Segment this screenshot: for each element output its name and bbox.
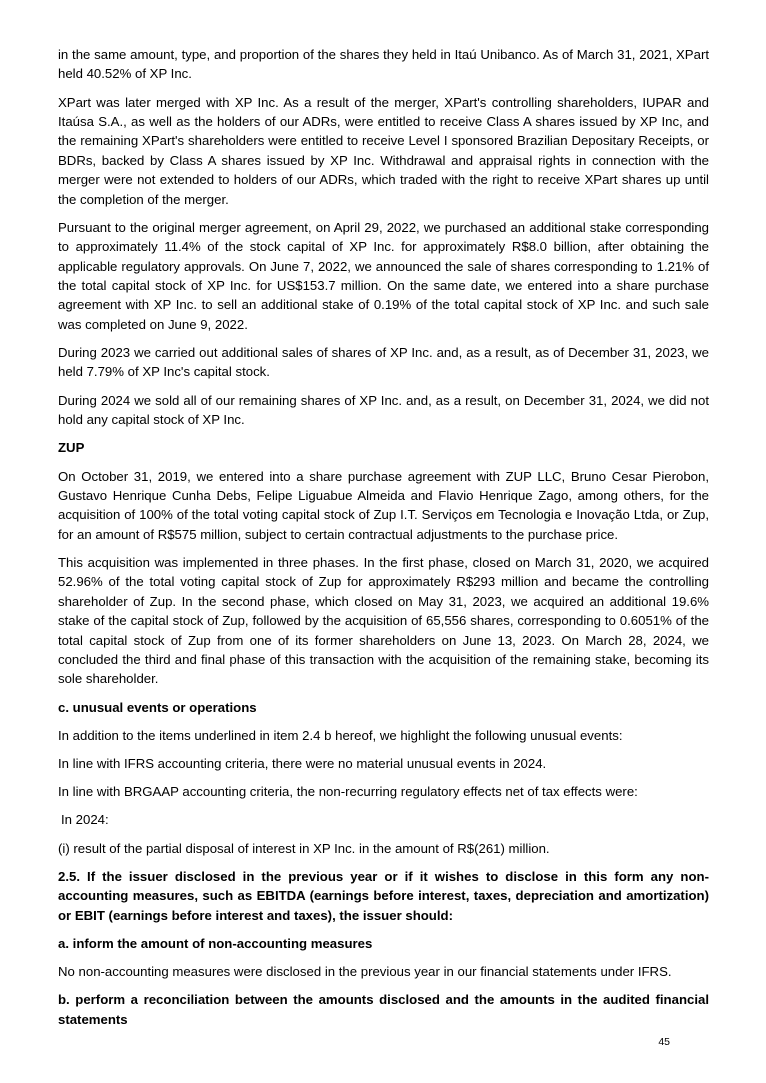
- section-heading-zup: ZUP: [58, 440, 85, 456]
- paragraph-zup-agreement: On October 31, 2019, we entered into a share purchase agreement with ZUP LLC, Bruno Cesar Pierobon, Gustavo Henrique Cunha Debs, Felipe Liguabue Almeida and Flavio Henrique Zago, among others, for the acquisition of 100% of the total voting capital stock of Zup I.T. Serviços em Tecnologia e Inovação Ltda, or Zup, for an amount of R$575 million, subject to certain contractual adjustments to the purchase price.: [58, 468, 709, 542]
- paragraph-zup-phases: This acquisition was implemented in three phases. In the first phase, closed on March 31, 2020, we acquired 52.96% of the total voting capital stock of Zup for approximately R$293 million and became the controlling shareholder of Zup. In the second phase, which closed on May 31, 2023, we acquired an additional 19.6% stake of the capital stock of Zup, followed by the acquisition of 65,556 shares, corresponding to 0.6051% of the total capital stock of Zup from one of its former shareholders on June 13, 2023. On March 28, 2024, we concluded the third and final phase of this transaction with the acquisition of the remaining stake, becoming its sole shareholder.: [58, 554, 709, 687]
- paragraph-unusual-intro: In addition to the items underlined in item 2.4 b hereof, we highlight the following unusual events:: [58, 727, 623, 743]
- paragraph-no-measures: No non-accounting measures were disclosed in the previous year in our financial statements under IFRS.: [58, 964, 672, 979]
- paragraph-2024-sales: During 2024 we sold all of our remaining shares of XP Inc. and, as a result, on December 31, 2024, we did not hold any capital stock of XP Inc.: [58, 392, 709, 428]
- paragraph-in-2024: In 2024:: [61, 812, 109, 828]
- paragraph-brgaap-criteria: In line with BRGAAP accounting criteria, the non-recurring regulatory effects net of tax effects were:: [58, 784, 638, 800]
- section-heading-a: a. inform the amount of non-accounting measures: [58, 935, 373, 951]
- paragraph-2023-sales: During 2023 we carried out additional sales of shares of XP Inc. and, as a result, as of December 31, 2023, we held 7.79% of XP Inc's capital stock.: [58, 345, 709, 380]
- section-heading-unusual-events: c. unusual events or operations: [58, 699, 257, 715]
- page-number: 45: [658, 1036, 670, 1048]
- paragraph-xpart-merger: XPart was later merged with XP Inc. As a result of the merger, XPart's controlling shareholders, IUPAR and Itaúsa S.A., as well as the holders of our ADRs, were entitled to receive Class A shares issued by XP Inc, and the remaining XPart's shareholders were entitled to receive Level I sponsored Brazilian Depositary Receipts, or BDRs, backed by Class A shares issued by XP Inc. Withdrawal and appraisal rights in connection with the merger were not extended to holders of our ADRs, which traded with the right to receive XPart shares up until the completion of the merger.: [58, 94, 709, 207]
- paragraph-partial-disposal: (i) result of the partial disposal of interest in XP Inc. in the amount of R$(261) million.: [58, 840, 550, 856]
- document-page: [58, 45, 709, 1038]
- section-heading-2-5: 2.5. If the issuer disclosed in the previous year or if it wishes to disclose in this form any non-accounting measures, such as EBITDA (earnings before interest, taxes, depreciation and amortization) or EBIT (earnings before interest and taxes), the issuer should:: [58, 868, 709, 923]
- paragraph-ifrs-criteria: In line with IFRS accounting criteria, there were no material unusual events in 2024.: [58, 755, 547, 771]
- section-heading-b: b. perform a reconciliation between the amounts disclosed and the amounts in the audited financial statements: [58, 992, 709, 1027]
- paragraph-merger-agreement: Pursuant to the original merger agreement, on April 29, 2022, we purchased an additional stake corresponding to approximately 11.4% of the stock capital of XP Inc. for approximately R$8.0 billion, after obtaining the applicable regulatory approvals. On June 7, 2022, we announced the sale of shares corresponding to 1.21% of the total capital stock of XP Inc. for US$153.7 million. On the same date, we entered into a share purchase agreement with XP Inc. to sell an additional stake of 0.19% of the total capital stock of XP Inc. and such sale was completed on June 9, 2022.: [58, 219, 709, 332]
- paragraph-xpart-holding: in the same amount, type, and proportion of the shares they held in Itaú Unibanco. As of March 31, 2021, XPart held 40.52% of XP Inc.: [58, 47, 709, 82]
